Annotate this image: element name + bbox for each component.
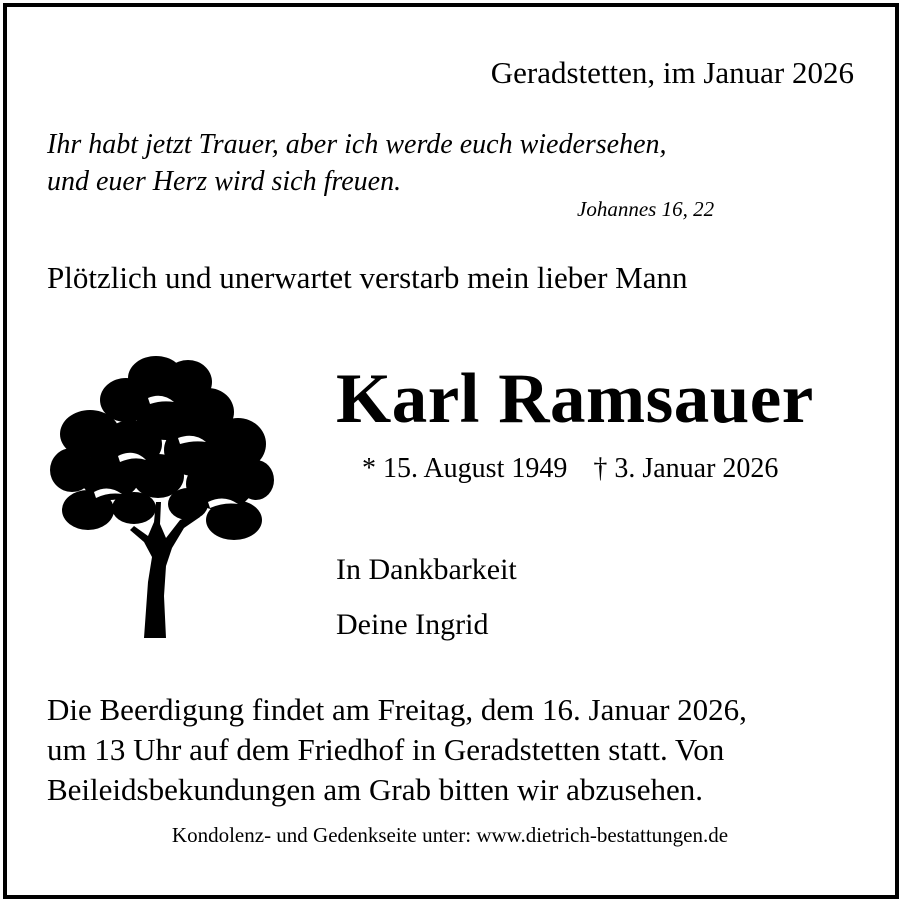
closing-thanks: In Dankbarkeit bbox=[336, 553, 517, 586]
life-dates bbox=[362, 455, 778, 483]
place-date: Geradstetten, im Januar 2026 bbox=[490, 55, 854, 90]
deceased-name: Karl Ramsauer bbox=[336, 360, 814, 438]
funeral-notice bbox=[47, 690, 747, 810]
verse-line-1: Ihr habt jetzt Trauer, aber ich werde euch wiedersehen, bbox=[47, 129, 667, 160]
funeral-line-2: um 13 Uhr auf dem Friedhof in Geradstetten statt. Von bbox=[47, 732, 725, 767]
bible-verse bbox=[47, 126, 667, 200]
death-date: † 3. Januar 2026 bbox=[593, 453, 779, 484]
funeral-line-3: Beileidsbekundungen am Grab bitten wir abzusehen. bbox=[47, 772, 703, 807]
funeral-line-1: Die Beerdigung findet am Freitag, dem 16. Januar 2026, bbox=[47, 692, 747, 727]
announcement-intro: Plötzlich und unerwartet verstarb mein lieber Mann bbox=[47, 260, 688, 295]
tree-icon bbox=[48, 352, 276, 638]
verse-reference: Johannes 16, 22 bbox=[577, 197, 715, 221]
verse-line-2: und euer Herz wird sich freuen. bbox=[47, 166, 402, 197]
birth-date: * 15. August 1949 bbox=[362, 453, 568, 484]
closing-signer: Deine Ingrid bbox=[336, 608, 489, 641]
condolence-website-note: Kondolenz- und Gedenkseite unter: www.dietrich-bestattungen.de bbox=[171, 823, 729, 847]
